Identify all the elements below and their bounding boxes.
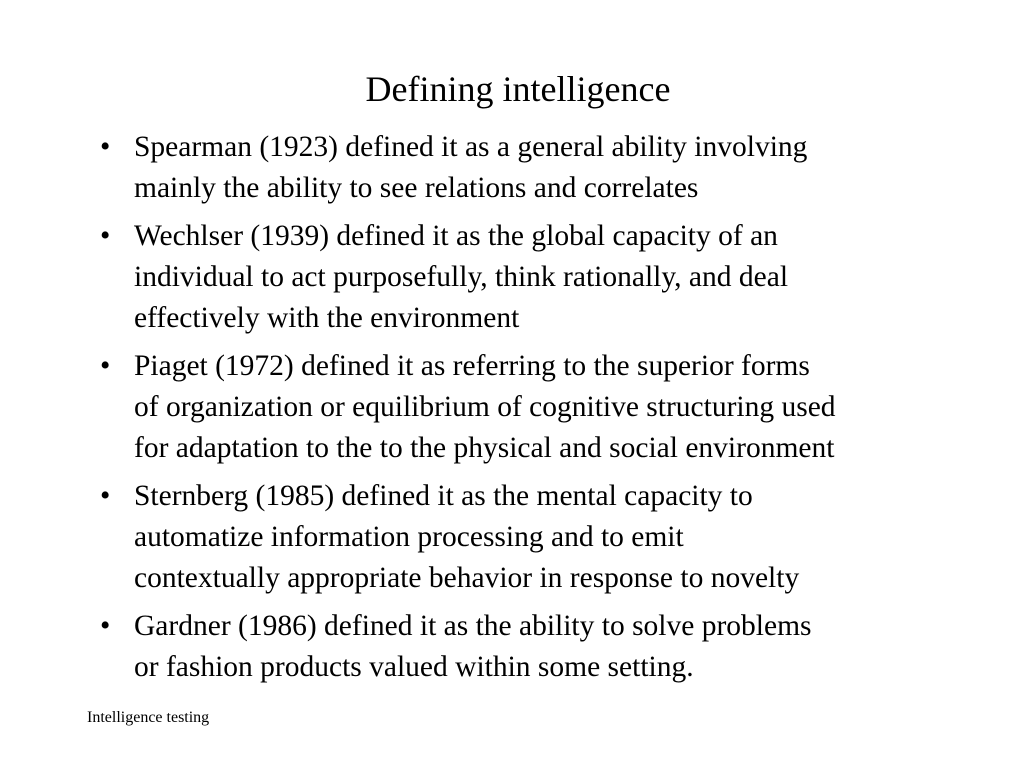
bullet-item-sternberg [96, 476, 976, 599]
bullet-line: effectively with the environment [134, 302, 520, 334]
bullet-line: automatize information processing and to emit [134, 521, 684, 553]
bullet-line: Gardner (1986) defined it as the ability to solve problems [134, 610, 812, 642]
bullet-line: Sternberg (1985) defined it as the mental capacity to [134, 480, 753, 512]
slide-footer: Intelligence testing [87, 709, 210, 726]
bullet-line: mainly the ability to see relations and correlates [134, 172, 699, 204]
bullet-item-piaget [96, 346, 976, 469]
bullet-line: individual to act purposefully, think rationally, and deal [134, 261, 789, 293]
bullet-line: contextually appropriate behavior in response to novelty [134, 562, 800, 594]
bullet-line: Wechlser (1939) defined it as the global capacity of an [134, 220, 778, 252]
bullet-line: Spearman (1923) defined it as a general ability involving [134, 131, 808, 163]
bullet-marker: • [100, 220, 111, 252]
bullet-line: or fashion products valued within some setting. [134, 651, 694, 683]
bullet-marker: • [100, 480, 111, 512]
bullet-item-spearman [96, 127, 976, 209]
bullet-item-wechsler [96, 216, 976, 339]
bullet-line: of organization or equilibrium of cognitive structuring used [134, 391, 836, 423]
bullet-list [96, 127, 976, 695]
bullet-marker: • [100, 610, 111, 642]
bullet-line: for adaptation to the to the physical and social environment [134, 432, 835, 464]
bullet-item-gardner [96, 606, 976, 688]
bullet-line: Piaget (1972) defined it as referring to the superior forms [134, 350, 810, 382]
slide-title: Defining intelligence [365, 69, 671, 109]
bullet-marker: • [100, 350, 111, 382]
bullet-marker: • [100, 131, 111, 163]
